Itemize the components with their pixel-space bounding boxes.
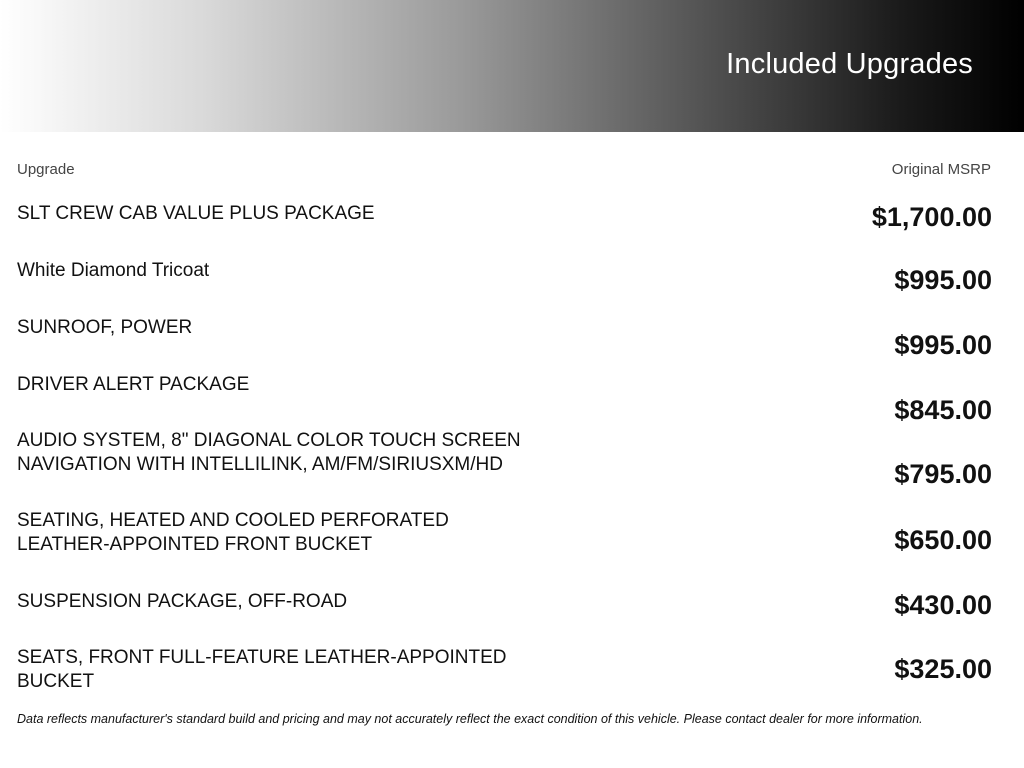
- upgrade-price: $795.00: [894, 459, 992, 489]
- upgrade-price: $1,700.00: [871, 202, 992, 232]
- header-banner: [0, 0, 1024, 132]
- upgrade-price: $430.00: [894, 590, 992, 620]
- upgrade-name: SUSPENSION PACKAGE, OFF-ROAD: [17, 591, 348, 612]
- upgrade-price: $325.00: [894, 654, 992, 684]
- page-title: Included Upgrades: [726, 48, 973, 80]
- upgrade-name: DRIVER ALERT PACKAGE: [17, 374, 250, 395]
- upgrade-name: AUDIO SYSTEM, 8" DIAGONAL COLOR TOUCH SCREEN NAVIGATION WITH INTELLILINK, AM/FM/SIRIUSXM/HD: [17, 430, 521, 475]
- upgrade-name: SLT CREW CAB VALUE PLUS PACKAGE: [17, 203, 375, 224]
- upgrade-name: White Diamond Tricoat: [17, 260, 210, 281]
- upgrade-price: $845.00: [894, 395, 992, 425]
- disclaimer-text: Data reflects manufacturer's standard build and pricing and may not accurately reflect the exact condition of this vehicle. Please contact dealer for more information.: [17, 712, 923, 726]
- upgrade-price: $650.00: [894, 525, 992, 555]
- upgrade-price: $995.00: [894, 265, 992, 295]
- upgrade-name: SEATS, FRONT FULL-FEATURE LEATHER-APPOINTED BUCKET: [17, 647, 507, 692]
- upgrade-name: SUNROOF, POWER: [17, 317, 193, 338]
- upgrade-name: SEATING, HEATED AND COOLED PERFORATED LEATHER-APPOINTED FRONT BUCKET: [17, 510, 449, 555]
- msrp-column-header: Original MSRP: [891, 161, 991, 178]
- upgrade-price: $995.00: [894, 330, 992, 360]
- upgrade-column-header: Upgrade: [17, 161, 75, 178]
